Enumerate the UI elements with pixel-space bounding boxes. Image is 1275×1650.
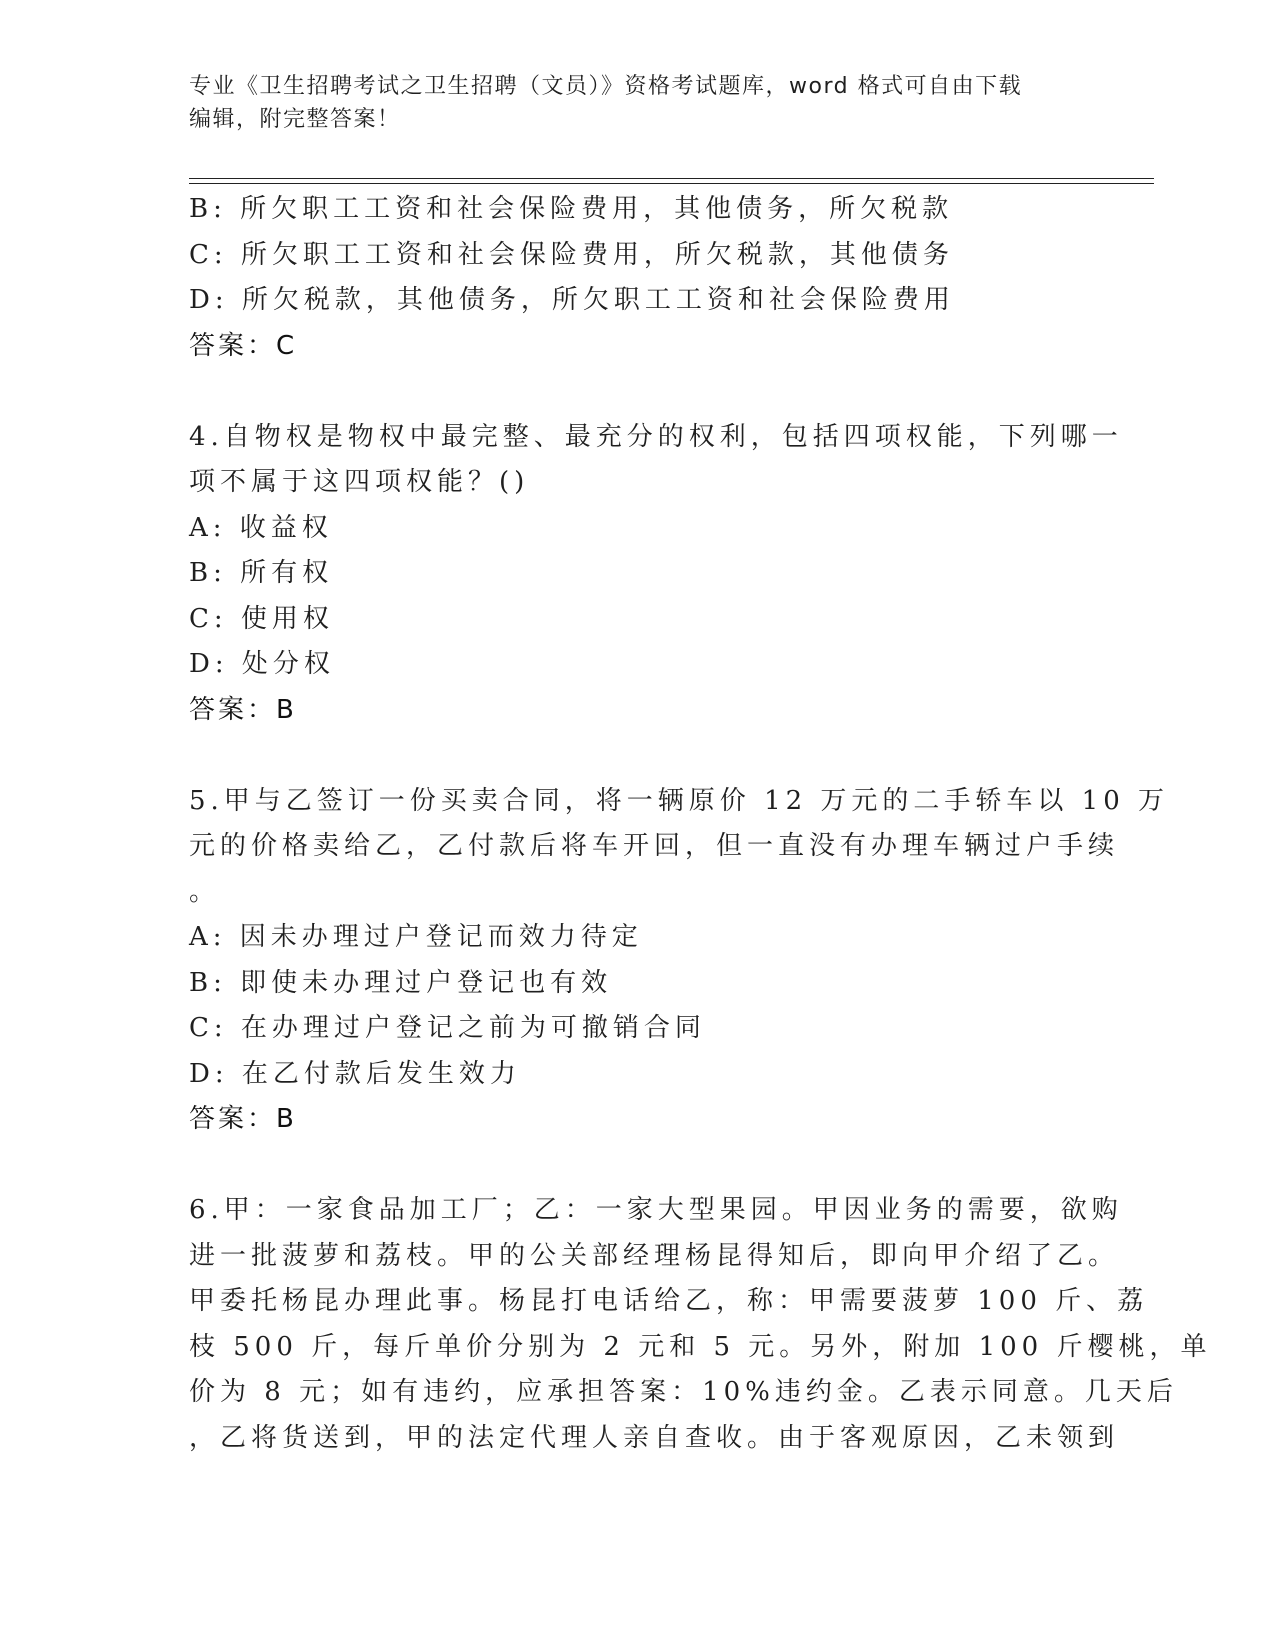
spacer (189, 369, 1069, 415)
spacer (189, 1143, 1069, 1189)
option-a: A: 因未办理过户登记而效力待定 (189, 922, 643, 952)
question-stem-line: 5.甲与乙签订一份买卖合同，将一辆原价 12 万元的二手轿车以 10 万 (189, 785, 1170, 816)
question-6 (189, 1188, 1212, 1461)
header-line-2: 编辑，附完整答案！ (189, 107, 401, 132)
question-4 (189, 415, 1123, 734)
question-stem-line: 元的价格卖给乙，乙付款后将车开回，但一直没有办理车辆过户手续 (189, 831, 1120, 861)
header-rule-bottom (189, 183, 1154, 184)
question-stem-line: 价为 8 元；如有违约，应承担答案：10%违约金。乙表示同意。几天后 (189, 1377, 1178, 1407)
question-stem-line: 甲委托杨昆办理此事。杨昆打电话给乙，称：甲需要菠萝 100 斤、荔 (189, 1286, 1149, 1316)
option-b: B: 即使未办理过户登记也有效 (189, 967, 613, 998)
option-b: B: 所有权 (189, 558, 334, 588)
header-rule-top (189, 178, 1154, 179)
option-d: D: 在乙付款后发生效力 (189, 1058, 521, 1089)
question-stem-line: 4.自物权是物权中最完整、最充分的权利，包括四项权能，下列哪一 (189, 421, 1123, 452)
option-c: C: 使用权 (189, 603, 334, 634)
answer-line: 答案：C (189, 330, 298, 361)
answer-line: 答案：B (189, 1104, 297, 1134)
option-c: C: 所欠职工工资和社会保险费用，所欠税款，其他债务 (189, 239, 954, 270)
option-b: B: 所欠职工工资和社会保险费用，其他债务，所欠税款 (189, 194, 954, 224)
answer-line: 答案：B (189, 694, 297, 725)
question-stem-line: 。 (189, 876, 221, 907)
option-a: A: 收益权 (189, 512, 333, 543)
header-line-1: 专业《卫生招聘考试之卫生招聘（文员）》资格考试题库，word 格式可自由下载 (189, 74, 1023, 99)
document-header (189, 70, 1069, 136)
question-5 (189, 779, 1170, 1143)
question-stem-line: 6.甲：一家食品加工厂；乙：一家大型果园。甲因业务的需要，欲购 (189, 1195, 1123, 1225)
question-stem-line: 进一批菠萝和荔枝。甲的公关部经理杨昆得知后，即向甲介绍了乙。 (189, 1240, 1120, 1271)
option-c: C: 在办理过户登记之前为可撤销合同 (189, 1013, 706, 1043)
option-d: D: 处分权 (189, 649, 335, 679)
question-stem-line: 枝 500 斤，每斤单价分别为 2 元和 5 元。另外，附加 100 斤樱桃，单 (189, 1331, 1212, 1362)
spacer (189, 733, 1069, 779)
question-stem-line: 项不属于这四项权能？() (189, 467, 530, 497)
question-stem-line: ，乙将货送到，甲的法定代理人亲自查收。由于客观原因，乙未领到 (189, 1422, 1120, 1453)
option-d: D: 所欠税款，其他债务，所欠职工工资和社会保险费用 (189, 285, 955, 315)
question-list (189, 187, 1212, 1461)
question-3 (189, 187, 1069, 369)
